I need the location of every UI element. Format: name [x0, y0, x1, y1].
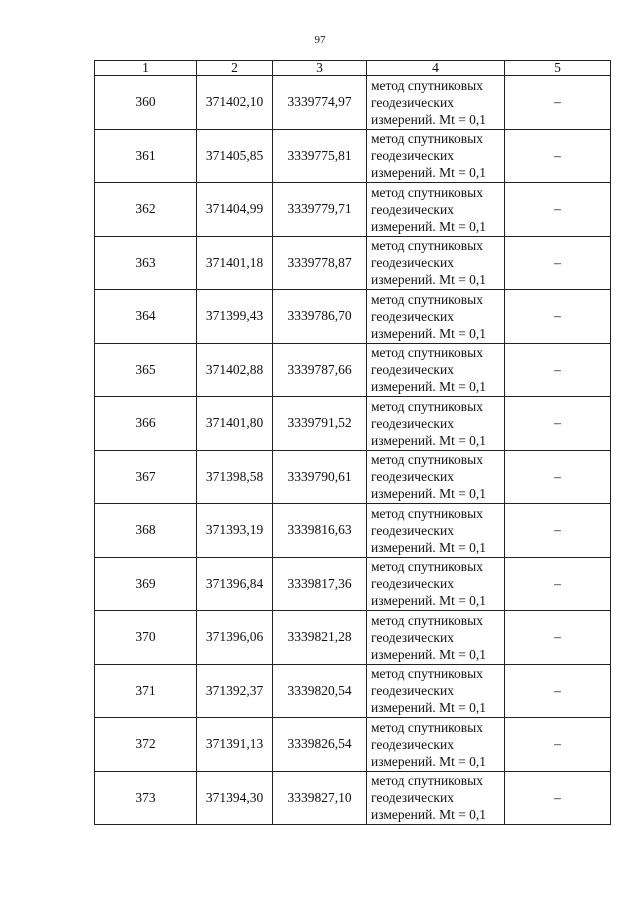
method-line: измерений. Mt = 0,1: [371, 379, 487, 395]
method-line: геодезических: [371, 362, 454, 378]
note-cell: –: [505, 611, 611, 665]
point-number-cell: 371: [95, 664, 197, 718]
method-cell: [367, 236, 505, 290]
method-line: геодезических: [371, 576, 454, 592]
header-col-4: 4: [367, 61, 505, 76]
method-line: метод спутниковых: [371, 77, 483, 93]
y-coordinate-cell: 3339820,54: [273, 664, 367, 718]
table-row: [95, 557, 611, 611]
table-row: [95, 129, 611, 183]
note-cell: –: [505, 183, 611, 237]
note-cell: –: [505, 76, 611, 130]
x-coordinate-cell: 371404,99: [197, 183, 273, 237]
method-line: измерений. Mt = 0,1: [371, 325, 487, 341]
y-coordinate-cell: 3339787,66: [273, 343, 367, 397]
point-number-cell: 364: [95, 290, 197, 344]
method-cell: [367, 343, 505, 397]
table-row: [95, 76, 611, 130]
y-coordinate-cell: 3339786,70: [273, 290, 367, 344]
method-line: измерений. Mt = 0,1: [371, 539, 487, 555]
method-line: геодезических: [371, 415, 454, 431]
method-line: измерений. Mt = 0,1: [371, 432, 487, 448]
table-row: [95, 290, 611, 344]
header-col-2: 2: [197, 61, 273, 76]
point-number-cell: 373: [95, 771, 197, 825]
y-coordinate-cell: 3339816,63: [273, 504, 367, 558]
point-number-cell: 372: [95, 718, 197, 772]
method-line: метод спутниковых: [371, 345, 483, 361]
table-row: [95, 450, 611, 504]
method-line: геодезических: [371, 201, 454, 217]
x-coordinate-cell: 371396,84: [197, 557, 273, 611]
note-cell: –: [505, 397, 611, 451]
method-cell: [367, 611, 505, 665]
method-line: измерений. Mt = 0,1: [371, 646, 487, 662]
method-line: геодезических: [371, 736, 454, 752]
y-coordinate-cell: 3339817,36: [273, 557, 367, 611]
method-line: измерений. Mt = 0,1: [371, 700, 487, 716]
header-col-1: 1: [95, 61, 197, 76]
table-row: [95, 771, 611, 825]
header-col-3: 3: [273, 61, 367, 76]
method-line: измерений. Mt = 0,1: [371, 753, 487, 769]
x-coordinate-cell: 371405,85: [197, 129, 273, 183]
coordinates-table: [94, 60, 611, 825]
point-number-cell: 360: [95, 76, 197, 130]
method-cell: [367, 183, 505, 237]
table-row: [95, 343, 611, 397]
method-line: метод спутниковых: [371, 398, 483, 414]
method-line: метод спутниковых: [371, 559, 483, 575]
table-row: [95, 397, 611, 451]
x-coordinate-cell: 371396,06: [197, 611, 273, 665]
table-row: [95, 664, 611, 718]
point-number-cell: 368: [95, 504, 197, 558]
note-cell: –: [505, 718, 611, 772]
method-line: метод спутниковых: [371, 719, 483, 735]
point-number-cell: 370: [95, 611, 197, 665]
x-coordinate-cell: 371394,30: [197, 771, 273, 825]
point-number-cell: 363: [95, 236, 197, 290]
point-number-cell: 362: [95, 183, 197, 237]
method-line: геодезических: [371, 790, 454, 806]
method-cell: [367, 76, 505, 130]
method-line: измерений. Mt = 0,1: [371, 593, 487, 609]
x-coordinate-cell: 371392,37: [197, 664, 273, 718]
method-line: измерений. Mt = 0,1: [371, 165, 487, 181]
method-line: метод спутниковых: [371, 505, 483, 521]
method-line: геодезических: [371, 629, 454, 645]
method-cell: [367, 450, 505, 504]
y-coordinate-cell: 3339778,87: [273, 236, 367, 290]
method-line: метод спутниковых: [371, 452, 483, 468]
header-col-5: 5: [505, 61, 611, 76]
note-cell: –: [505, 343, 611, 397]
method-cell: [367, 504, 505, 558]
method-line: метод спутниковых: [371, 666, 483, 682]
point-number-cell: 365: [95, 343, 197, 397]
note-cell: –: [505, 290, 611, 344]
y-coordinate-cell: 3339779,71: [273, 183, 367, 237]
y-coordinate-cell: 3339790,61: [273, 450, 367, 504]
method-line: измерений. Mt = 0,1: [371, 111, 487, 127]
header-row: [95, 61, 611, 76]
table-row: [95, 183, 611, 237]
method-line: метод спутниковых: [371, 184, 483, 200]
y-coordinate-cell: 3339775,81: [273, 129, 367, 183]
x-coordinate-cell: 371401,80: [197, 397, 273, 451]
table-row: [95, 504, 611, 558]
method-cell: [367, 718, 505, 772]
note-cell: –: [505, 236, 611, 290]
page-number: 97: [314, 34, 326, 46]
method-line: геодезических: [371, 469, 454, 485]
y-coordinate-cell: 3339827,10: [273, 771, 367, 825]
method-cell: [367, 397, 505, 451]
method-line: измерений. Mt = 0,1: [371, 272, 487, 288]
method-line: метод спутниковых: [371, 131, 483, 147]
note-cell: –: [505, 129, 611, 183]
x-coordinate-cell: 371398,58: [197, 450, 273, 504]
method-line: метод спутниковых: [371, 612, 483, 628]
note-cell: –: [505, 504, 611, 558]
y-coordinate-cell: 3339826,54: [273, 718, 367, 772]
method-line: геодезических: [371, 683, 454, 699]
method-line: метод спутниковых: [371, 291, 483, 307]
method-line: метод спутниковых: [371, 773, 483, 789]
method-cell: [367, 290, 505, 344]
x-coordinate-cell: 371391,13: [197, 718, 273, 772]
method-line: метод спутниковых: [371, 238, 483, 254]
note-cell: –: [505, 557, 611, 611]
x-coordinate-cell: 371402,10: [197, 76, 273, 130]
y-coordinate-cell: 3339774,97: [273, 76, 367, 130]
method-line: геодезических: [371, 94, 454, 110]
method-cell: [367, 771, 505, 825]
method-line: геодезических: [371, 255, 454, 271]
method-line: геодезических: [371, 308, 454, 324]
y-coordinate-cell: 3339791,52: [273, 397, 367, 451]
table-row: [95, 718, 611, 772]
note-cell: –: [505, 664, 611, 718]
x-coordinate-cell: 371393,19: [197, 504, 273, 558]
table-body: [95, 76, 611, 825]
point-number-cell: 369: [95, 557, 197, 611]
note-cell: –: [505, 771, 611, 825]
point-number-cell: 361: [95, 129, 197, 183]
point-number-cell: 367: [95, 450, 197, 504]
table-row: [95, 236, 611, 290]
point-number-cell: 366: [95, 397, 197, 451]
method-cell: [367, 664, 505, 718]
y-coordinate-cell: 3339821,28: [273, 611, 367, 665]
x-coordinate-cell: 371399,43: [197, 290, 273, 344]
method-cell: [367, 557, 505, 611]
x-coordinate-cell: 371401,18: [197, 236, 273, 290]
table-header: [95, 61, 611, 76]
method-line: геодезических: [371, 522, 454, 538]
method-line: измерений. Mt = 0,1: [371, 807, 487, 823]
method-cell: [367, 129, 505, 183]
method-line: геодезических: [371, 148, 454, 164]
method-line: измерений. Mt = 0,1: [371, 486, 487, 502]
x-coordinate-cell: 371402,88: [197, 343, 273, 397]
note-cell: –: [505, 450, 611, 504]
table-row: [95, 611, 611, 665]
method-line: измерений. Mt = 0,1: [371, 218, 487, 234]
